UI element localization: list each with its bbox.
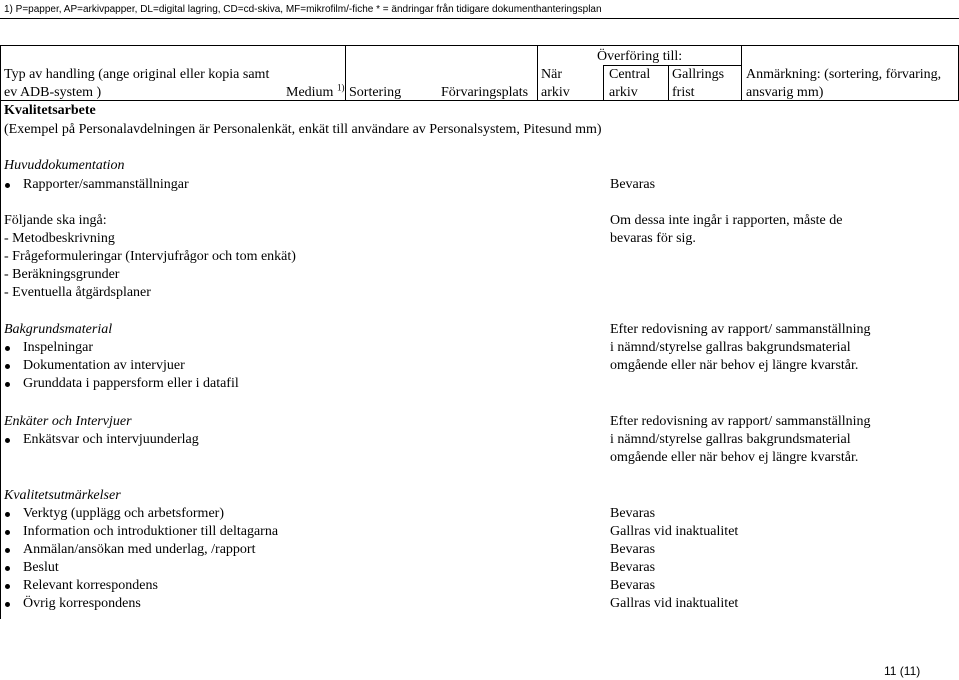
bakgrund-heading: Bakgrundsmaterial xyxy=(4,322,113,337)
bullet-icon xyxy=(5,584,10,589)
kvalitet-heading: Kvalitetsutmärkelser xyxy=(4,488,121,503)
kvalitet-item-note: Gallras vid inaktualitet xyxy=(610,524,739,539)
foljande-note-line: Om dessa inte ingår i rapporten, måste de xyxy=(610,213,843,228)
col-header-central-line2: arkiv xyxy=(609,85,638,100)
kvalitet-item: Beslut xyxy=(23,560,59,575)
header-divider xyxy=(0,18,959,19)
foljande-heading: Följande ska ingå: xyxy=(4,213,107,228)
bullet-icon xyxy=(5,530,10,535)
kvalitet-item-note: Bevaras xyxy=(610,578,656,593)
col-divider-nar xyxy=(603,65,604,101)
col-header-forvaringsplats: Förvaringsplats xyxy=(441,85,529,100)
col-divider-gallring xyxy=(741,45,742,101)
bullet-icon xyxy=(5,382,10,387)
bakgrund-item: Dokumentation av intervjuer xyxy=(23,358,185,373)
bakgrund-note-line: Efter redovisning av rapport/ sammanställning xyxy=(610,322,871,337)
kvalitet-item: Anmälan/ansökan med underlag, /rapport xyxy=(23,542,256,557)
enkater-note-line: Efter redovisning av rapport/ sammanställning xyxy=(610,414,871,429)
page-number: 11 (11) xyxy=(884,664,921,678)
enkater-item: Enkätsvar och intervjuunderlag xyxy=(23,432,199,447)
bullet-icon xyxy=(5,346,10,351)
section-title: Kvalitetsarbete xyxy=(4,103,96,118)
col-header-sortering: Sortering xyxy=(349,85,402,100)
bullet-icon xyxy=(5,512,10,517)
kvalitet-item: Information och introduktioner till deltagarna xyxy=(23,524,279,539)
section-subtitle: (Exempel på Personalavdelningen är Personalenkät, enkät till användare av Personalsystem, Pitesund mm) xyxy=(4,122,602,137)
col-header-medium: Medium $^{1)}$ xyxy=(286,82,345,100)
bullet-icon xyxy=(5,548,10,553)
table-top-border xyxy=(0,45,959,46)
col-header-nar-line2: arkiv xyxy=(541,85,570,100)
kvalitet-item-note: Bevaras xyxy=(610,542,656,557)
bullet-icon xyxy=(5,566,10,571)
kvalitet-item-note: Bevaras xyxy=(610,560,656,575)
col-divider-medium xyxy=(345,45,346,101)
header-note: 1) P=papper, AP=arkivpapper, DL=digital lagring, CD=cd-skiva, MF=mikrofilm/-fiche * = ändringar från tidigare dokumenthanteringsplan xyxy=(4,4,602,15)
enkater-note-line: i nämnd/styrelse gallras bakgrundsmaterial xyxy=(610,432,851,447)
col-header-anmarkning-line1: Anmärkning: (sortering, förvaring, xyxy=(746,67,942,82)
bakgrund-item: Inspelningar xyxy=(23,340,93,355)
bullet-icon xyxy=(5,438,10,443)
bullet-icon xyxy=(5,364,10,369)
kvalitet-item: Relevant korrespondens xyxy=(23,578,158,593)
col-divider-central xyxy=(668,65,669,101)
col-header-nar-line1: När xyxy=(541,67,562,82)
foljande-line: - Eventuella åtgärdsplaner xyxy=(4,285,151,300)
col-header-type-line1: Typ av handling (ange original eller kopia samt xyxy=(4,67,270,82)
foljande-line: - Beräkningsgrunder xyxy=(4,267,120,282)
enkater-note-line: omgående eller när behov ej längre kvarstår. xyxy=(610,450,859,465)
bakgrund-note-line: omgående eller när behov ej längre kvarstår. xyxy=(610,358,859,373)
bakgrund-item: Grunddata i pappersform eller i datafil xyxy=(23,376,239,391)
bullet-icon xyxy=(5,183,10,188)
col-divider-forvaring xyxy=(537,45,538,101)
kvalitet-item: Övrig korrespondens xyxy=(23,596,141,611)
table-left-border xyxy=(0,45,1,619)
col-header-gallrings-line2: frist xyxy=(672,85,695,100)
col-header-overforing: Överföring till: xyxy=(597,49,683,64)
kvalitet-item-note: Gallras vid inaktualitet xyxy=(610,596,739,611)
col-header-anmarkning-line2: ansvarig mm) xyxy=(746,85,824,100)
foljande-note-line: bevaras för sig. xyxy=(610,231,696,246)
enkater-heading: Enkäter och Intervjuer xyxy=(4,414,132,429)
foljande-line: - Metodbeskrivning xyxy=(4,231,115,246)
col-header-central-line1: Central xyxy=(609,67,651,82)
huvud-heading: Huvuddokumentation xyxy=(4,158,125,173)
kvalitet-item-note: Bevaras xyxy=(610,506,656,521)
kvalitet-item: Verktyg (upplägg och arbetsformer) xyxy=(23,506,224,521)
col-header-gallrings-line1: Gallrings xyxy=(672,67,725,82)
huvud-item: Rapporter/sammanställningar xyxy=(23,177,189,192)
col-header-type-line2: ev ADB-system ) xyxy=(4,85,102,100)
foljande-line: - Frågeformuleringar (Intervjufrågor och tom enkät) xyxy=(4,249,296,264)
bakgrund-note-line: i nämnd/styrelse gallras bakgrundsmaterial xyxy=(610,340,851,355)
huvud-note: Bevaras xyxy=(610,177,656,192)
bullet-icon xyxy=(5,602,10,607)
